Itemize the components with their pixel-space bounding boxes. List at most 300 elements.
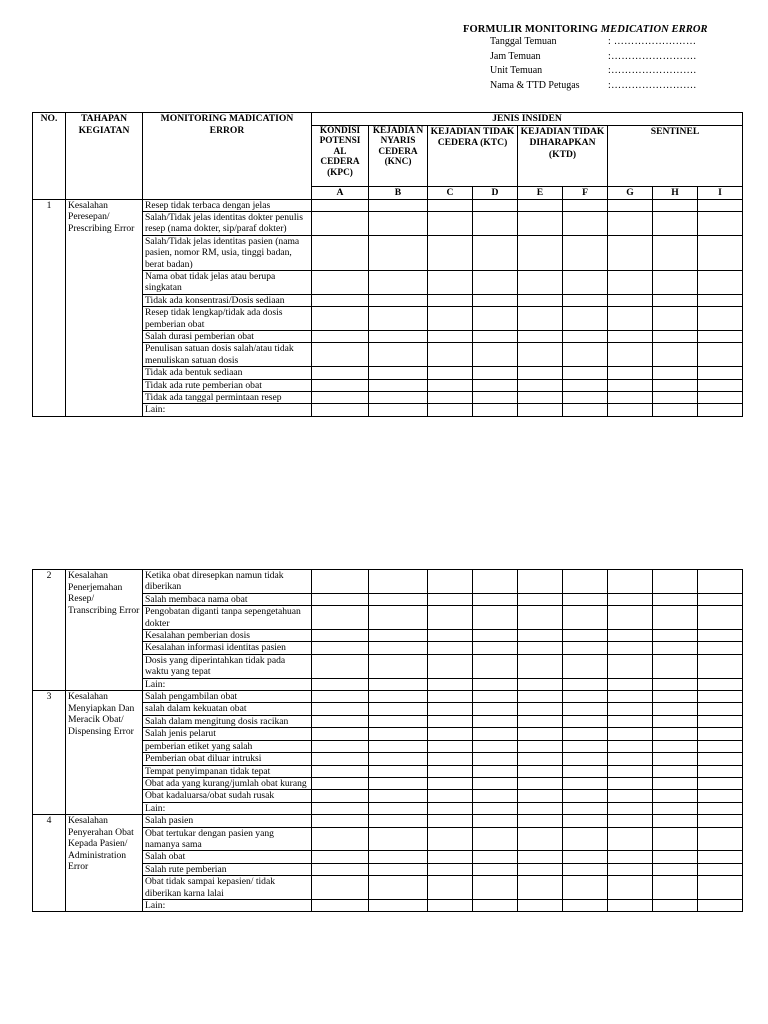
check-cell-b[interactable]: [369, 753, 428, 765]
check-cell-c[interactable]: [428, 851, 473, 863]
check-cell-a[interactable]: [312, 642, 369, 654]
check-cell-f[interactable]: [563, 235, 608, 270]
check-cell-a[interactable]: [312, 728, 369, 740]
check-cell-i[interactable]: [698, 753, 743, 765]
check-cell-e[interactable]: [518, 863, 563, 875]
check-cell-b[interactable]: [369, 802, 428, 814]
check-cell-c[interactable]: [428, 642, 473, 654]
check-cell-h[interactable]: [653, 570, 698, 594]
check-cell-f[interactable]: [563, 343, 608, 367]
check-cell-i[interactable]: [698, 777, 743, 789]
check-cell-a[interactable]: [312, 827, 369, 851]
check-cell-f[interactable]: [563, 802, 608, 814]
check-cell-c[interactable]: [428, 235, 473, 270]
check-cell-a[interactable]: [312, 294, 369, 306]
check-cell-i[interactable]: [698, 343, 743, 367]
check-cell-i[interactable]: [698, 765, 743, 777]
check-cell-b[interactable]: [369, 740, 428, 752]
check-cell-i[interactable]: [698, 815, 743, 827]
check-cell-h[interactable]: [653, 642, 698, 654]
check-cell-h[interactable]: [653, 876, 698, 900]
check-cell-g[interactable]: [608, 654, 653, 678]
check-cell-e[interactable]: [518, 790, 563, 802]
check-cell-b[interactable]: [369, 827, 428, 851]
check-cell-b[interactable]: [369, 294, 428, 306]
check-cell-a[interactable]: [312, 593, 369, 605]
check-cell-d[interactable]: [473, 235, 518, 270]
check-cell-b[interactable]: [369, 715, 428, 727]
check-cell-d[interactable]: [473, 642, 518, 654]
check-cell-g[interactable]: [608, 642, 653, 654]
check-cell-i[interactable]: [698, 330, 743, 342]
check-cell-g[interactable]: [608, 606, 653, 630]
check-cell-b[interactable]: [369, 851, 428, 863]
check-cell-d[interactable]: [473, 199, 518, 211]
check-cell-b[interactable]: [369, 392, 428, 404]
check-cell-a[interactable]: [312, 379, 369, 391]
check-cell-c[interactable]: [428, 691, 473, 703]
check-cell-f[interactable]: [563, 606, 608, 630]
check-cell-c[interactable]: [428, 876, 473, 900]
check-cell-g[interactable]: [608, 715, 653, 727]
check-cell-h[interactable]: [653, 777, 698, 789]
check-cell-a[interactable]: [312, 570, 369, 594]
check-cell-g[interactable]: [608, 593, 653, 605]
check-cell-d[interactable]: [473, 606, 518, 630]
check-cell-e[interactable]: [518, 307, 563, 331]
check-cell-f[interactable]: [563, 392, 608, 404]
check-cell-b[interactable]: [369, 570, 428, 594]
check-cell-f[interactable]: [563, 715, 608, 727]
check-cell-c[interactable]: [428, 294, 473, 306]
check-cell-c[interactable]: [428, 703, 473, 715]
check-cell-d[interactable]: [473, 815, 518, 827]
check-cell-c[interactable]: [428, 790, 473, 802]
check-cell-d[interactable]: [473, 827, 518, 851]
check-cell-f[interactable]: [563, 307, 608, 331]
check-cell-h[interactable]: [653, 863, 698, 875]
check-cell-e[interactable]: [518, 294, 563, 306]
check-cell-g[interactable]: [608, 753, 653, 765]
check-cell-d[interactable]: [473, 802, 518, 814]
check-cell-c[interactable]: [428, 199, 473, 211]
check-cell-i[interactable]: [698, 367, 743, 379]
check-cell-h[interactable]: [653, 790, 698, 802]
check-cell-a[interactable]: [312, 777, 369, 789]
header-field-tanggal[interactable]: [490, 35, 763, 50]
check-cell-d[interactable]: [473, 691, 518, 703]
check-cell-f[interactable]: [563, 630, 608, 642]
check-cell-e[interactable]: [518, 654, 563, 678]
check-cell-i[interactable]: [698, 593, 743, 605]
check-cell-i[interactable]: [698, 876, 743, 900]
check-cell-e[interactable]: [518, 367, 563, 379]
check-cell-d[interactable]: [473, 728, 518, 740]
check-cell-d[interactable]: [473, 678, 518, 690]
check-cell-a[interactable]: [312, 307, 369, 331]
check-cell-h[interactable]: [653, 367, 698, 379]
check-cell-h[interactable]: [653, 740, 698, 752]
check-cell-f[interactable]: [563, 728, 608, 740]
check-cell-h[interactable]: [653, 294, 698, 306]
check-cell-d[interactable]: [473, 703, 518, 715]
check-cell-a[interactable]: [312, 815, 369, 827]
check-cell-b[interactable]: [369, 630, 428, 642]
check-cell-c[interactable]: [428, 570, 473, 594]
check-cell-b[interactable]: [369, 343, 428, 367]
check-cell-e[interactable]: [518, 802, 563, 814]
check-cell-d[interactable]: [473, 740, 518, 752]
check-cell-f[interactable]: [563, 815, 608, 827]
check-cell-i[interactable]: [698, 211, 743, 235]
check-cell-g[interactable]: [608, 570, 653, 594]
check-cell-d[interactable]: [473, 899, 518, 911]
check-cell-h[interactable]: [653, 715, 698, 727]
check-cell-c[interactable]: [428, 765, 473, 777]
check-cell-f[interactable]: [563, 790, 608, 802]
check-cell-f[interactable]: [563, 753, 608, 765]
check-cell-c[interactable]: [428, 392, 473, 404]
check-cell-e[interactable]: [518, 765, 563, 777]
check-cell-c[interactable]: [428, 343, 473, 367]
check-cell-d[interactable]: [473, 790, 518, 802]
check-cell-c[interactable]: [428, 777, 473, 789]
check-cell-i[interactable]: [698, 392, 743, 404]
check-cell-b[interactable]: [369, 235, 428, 270]
check-cell-f[interactable]: [563, 863, 608, 875]
check-cell-c[interactable]: [428, 728, 473, 740]
check-cell-d[interactable]: [473, 570, 518, 594]
check-cell-e[interactable]: [518, 703, 563, 715]
check-cell-b[interactable]: [369, 199, 428, 211]
check-cell-e[interactable]: [518, 235, 563, 270]
check-cell-a[interactable]: [312, 606, 369, 630]
check-cell-g[interactable]: [608, 330, 653, 342]
check-cell-f[interactable]: [563, 876, 608, 900]
check-cell-e[interactable]: [518, 827, 563, 851]
check-cell-b[interactable]: [369, 367, 428, 379]
check-cell-f[interactable]: [563, 404, 608, 416]
check-cell-h[interactable]: [653, 606, 698, 630]
check-cell-b[interactable]: [369, 765, 428, 777]
check-cell-c[interactable]: [428, 654, 473, 678]
check-cell-c[interactable]: [428, 211, 473, 235]
check-cell-g[interactable]: [608, 367, 653, 379]
check-cell-h[interactable]: [653, 235, 698, 270]
check-cell-g[interactable]: [608, 199, 653, 211]
check-cell-d[interactable]: [473, 630, 518, 642]
check-cell-h[interactable]: [653, 307, 698, 331]
check-cell-i[interactable]: [698, 270, 743, 294]
check-cell-d[interactable]: [473, 593, 518, 605]
check-cell-i[interactable]: [698, 654, 743, 678]
check-cell-d[interactable]: [473, 753, 518, 765]
check-cell-c[interactable]: [428, 899, 473, 911]
check-cell-d[interactable]: [473, 654, 518, 678]
check-cell-h[interactable]: [653, 330, 698, 342]
check-cell-g[interactable]: [608, 899, 653, 911]
check-cell-a[interactable]: [312, 790, 369, 802]
check-cell-e[interactable]: [518, 630, 563, 642]
check-cell-e[interactable]: [518, 876, 563, 900]
check-cell-c[interactable]: [428, 815, 473, 827]
check-cell-b[interactable]: [369, 307, 428, 331]
check-cell-c[interactable]: [428, 379, 473, 391]
check-cell-e[interactable]: [518, 815, 563, 827]
check-cell-h[interactable]: [653, 270, 698, 294]
check-cell-b[interactable]: [369, 606, 428, 630]
check-cell-e[interactable]: [518, 404, 563, 416]
check-cell-i[interactable]: [698, 642, 743, 654]
check-cell-f[interactable]: [563, 765, 608, 777]
check-cell-a[interactable]: [312, 211, 369, 235]
check-cell-d[interactable]: [473, 715, 518, 727]
check-cell-c[interactable]: [428, 593, 473, 605]
check-cell-a[interactable]: [312, 876, 369, 900]
header-field-value[interactable]: :…………………….: [608, 79, 697, 91]
check-cell-a[interactable]: [312, 270, 369, 294]
check-cell-a[interactable]: [312, 703, 369, 715]
check-cell-e[interactable]: [518, 691, 563, 703]
check-cell-a[interactable]: [312, 802, 369, 814]
check-cell-i[interactable]: [698, 294, 743, 306]
check-cell-f[interactable]: [563, 691, 608, 703]
check-cell-f[interactable]: [563, 199, 608, 211]
check-cell-b[interactable]: [369, 703, 428, 715]
check-cell-a[interactable]: [312, 343, 369, 367]
check-cell-h[interactable]: [653, 404, 698, 416]
check-cell-a[interactable]: [312, 678, 369, 690]
check-cell-i[interactable]: [698, 899, 743, 911]
check-cell-c[interactable]: [428, 715, 473, 727]
check-cell-g[interactable]: [608, 703, 653, 715]
check-cell-e[interactable]: [518, 728, 563, 740]
check-cell-h[interactable]: [653, 802, 698, 814]
check-cell-i[interactable]: [698, 728, 743, 740]
check-cell-g[interactable]: [608, 630, 653, 642]
check-cell-g[interactable]: [608, 790, 653, 802]
check-cell-g[interactable]: [608, 802, 653, 814]
check-cell-f[interactable]: [563, 367, 608, 379]
check-cell-b[interactable]: [369, 379, 428, 391]
check-cell-h[interactable]: [653, 703, 698, 715]
check-cell-b[interactable]: [369, 899, 428, 911]
check-cell-c[interactable]: [428, 404, 473, 416]
check-cell-f[interactable]: [563, 294, 608, 306]
check-cell-d[interactable]: [473, 876, 518, 900]
check-cell-i[interactable]: [698, 404, 743, 416]
check-cell-g[interactable]: [608, 211, 653, 235]
check-cell-e[interactable]: [518, 330, 563, 342]
check-cell-a[interactable]: [312, 330, 369, 342]
check-cell-d[interactable]: [473, 392, 518, 404]
check-cell-f[interactable]: [563, 211, 608, 235]
check-cell-b[interactable]: [369, 642, 428, 654]
check-cell-h[interactable]: [653, 753, 698, 765]
check-cell-h[interactable]: [653, 211, 698, 235]
check-cell-a[interactable]: [312, 367, 369, 379]
check-cell-g[interactable]: [608, 343, 653, 367]
check-cell-a[interactable]: [312, 851, 369, 863]
check-cell-e[interactable]: [518, 851, 563, 863]
check-cell-c[interactable]: [428, 802, 473, 814]
check-cell-e[interactable]: [518, 678, 563, 690]
check-cell-f[interactable]: [563, 777, 608, 789]
check-cell-h[interactable]: [653, 379, 698, 391]
check-cell-d[interactable]: [473, 851, 518, 863]
check-cell-e[interactable]: [518, 753, 563, 765]
check-cell-h[interactable]: [653, 851, 698, 863]
check-cell-g[interactable]: [608, 863, 653, 875]
check-cell-c[interactable]: [428, 270, 473, 294]
check-cell-i[interactable]: [698, 851, 743, 863]
check-cell-d[interactable]: [473, 863, 518, 875]
check-cell-c[interactable]: [428, 367, 473, 379]
check-cell-b[interactable]: [369, 863, 428, 875]
check-cell-b[interactable]: [369, 270, 428, 294]
check-cell-h[interactable]: [653, 654, 698, 678]
check-cell-i[interactable]: [698, 307, 743, 331]
check-cell-d[interactable]: [473, 379, 518, 391]
check-cell-b[interactable]: [369, 876, 428, 900]
check-cell-g[interactable]: [608, 294, 653, 306]
check-cell-i[interactable]: [698, 863, 743, 875]
check-cell-c[interactable]: [428, 740, 473, 752]
header-field-petugas[interactable]: [490, 79, 763, 94]
check-cell-f[interactable]: [563, 330, 608, 342]
check-cell-d[interactable]: [473, 404, 518, 416]
check-cell-g[interactable]: [608, 728, 653, 740]
check-cell-h[interactable]: [653, 691, 698, 703]
check-cell-g[interactable]: [608, 691, 653, 703]
check-cell-h[interactable]: [653, 728, 698, 740]
check-cell-i[interactable]: [698, 691, 743, 703]
check-cell-h[interactable]: [653, 899, 698, 911]
check-cell-i[interactable]: [698, 703, 743, 715]
check-cell-e[interactable]: [518, 899, 563, 911]
check-cell-d[interactable]: [473, 343, 518, 367]
check-cell-g[interactable]: [608, 876, 653, 900]
check-cell-g[interactable]: [608, 815, 653, 827]
check-cell-d[interactable]: [473, 270, 518, 294]
header-field-value[interactable]: :…………………….: [608, 65, 697, 76]
header-field-value[interactable]: :…………………….: [608, 50, 697, 62]
check-cell-b[interactable]: [369, 211, 428, 235]
check-cell-f[interactable]: [563, 899, 608, 911]
check-cell-a[interactable]: [312, 654, 369, 678]
check-cell-b[interactable]: [369, 678, 428, 690]
check-cell-e[interactable]: [518, 199, 563, 211]
check-cell-a[interactable]: [312, 740, 369, 752]
check-cell-g[interactable]: [608, 404, 653, 416]
check-cell-h[interactable]: [653, 630, 698, 642]
check-cell-c[interactable]: [428, 753, 473, 765]
check-cell-a[interactable]: [312, 899, 369, 911]
check-cell-i[interactable]: [698, 199, 743, 211]
check-cell-a[interactable]: [312, 235, 369, 270]
check-cell-e[interactable]: [518, 777, 563, 789]
check-cell-a[interactable]: [312, 392, 369, 404]
check-cell-h[interactable]: [653, 678, 698, 690]
check-cell-g[interactable]: [608, 235, 653, 270]
check-cell-g[interactable]: [608, 740, 653, 752]
check-cell-g[interactable]: [608, 765, 653, 777]
check-cell-e[interactable]: [518, 740, 563, 752]
check-cell-e[interactable]: [518, 715, 563, 727]
check-cell-d[interactable]: [473, 777, 518, 789]
check-cell-d[interactable]: [473, 367, 518, 379]
check-cell-f[interactable]: [563, 379, 608, 391]
check-cell-i[interactable]: [698, 235, 743, 270]
check-cell-b[interactable]: [369, 815, 428, 827]
check-cell-b[interactable]: [369, 404, 428, 416]
check-cell-g[interactable]: [608, 392, 653, 404]
check-cell-a[interactable]: [312, 691, 369, 703]
check-cell-c[interactable]: [428, 330, 473, 342]
check-cell-d[interactable]: [473, 330, 518, 342]
check-cell-c[interactable]: [428, 606, 473, 630]
check-cell-b[interactable]: [369, 654, 428, 678]
check-cell-f[interactable]: [563, 703, 608, 715]
check-cell-g[interactable]: [608, 270, 653, 294]
check-cell-c[interactable]: [428, 307, 473, 331]
check-cell-c[interactable]: [428, 863, 473, 875]
check-cell-e[interactable]: [518, 606, 563, 630]
check-cell-f[interactable]: [563, 642, 608, 654]
check-cell-e[interactable]: [518, 343, 563, 367]
check-cell-a[interactable]: [312, 753, 369, 765]
check-cell-h[interactable]: [653, 765, 698, 777]
check-cell-a[interactable]: [312, 630, 369, 642]
check-cell-e[interactable]: [518, 593, 563, 605]
check-cell-d[interactable]: [473, 765, 518, 777]
check-cell-a[interactable]: [312, 715, 369, 727]
check-cell-h[interactable]: [653, 199, 698, 211]
check-cell-b[interactable]: [369, 728, 428, 740]
check-cell-i[interactable]: [698, 570, 743, 594]
check-cell-g[interactable]: [608, 678, 653, 690]
check-cell-i[interactable]: [698, 678, 743, 690]
check-cell-h[interactable]: [653, 343, 698, 367]
check-cell-d[interactable]: [473, 307, 518, 331]
check-cell-f[interactable]: [563, 851, 608, 863]
check-cell-a[interactable]: [312, 765, 369, 777]
check-cell-i[interactable]: [698, 379, 743, 391]
check-cell-a[interactable]: [312, 863, 369, 875]
check-cell-b[interactable]: [369, 593, 428, 605]
check-cell-i[interactable]: [698, 802, 743, 814]
check-cell-e[interactable]: [518, 211, 563, 235]
check-cell-h[interactable]: [653, 815, 698, 827]
check-cell-b[interactable]: [369, 777, 428, 789]
check-cell-g[interactable]: [608, 307, 653, 331]
check-cell-c[interactable]: [428, 630, 473, 642]
check-cell-f[interactable]: [563, 570, 608, 594]
check-cell-i[interactable]: [698, 790, 743, 802]
header-field-jam[interactable]: [490, 50, 763, 65]
check-cell-b[interactable]: [369, 790, 428, 802]
check-cell-b[interactable]: [369, 330, 428, 342]
check-cell-e[interactable]: [518, 570, 563, 594]
check-cell-d[interactable]: [473, 294, 518, 306]
check-cell-e[interactable]: [518, 270, 563, 294]
check-cell-h[interactable]: [653, 593, 698, 605]
check-cell-f[interactable]: [563, 740, 608, 752]
check-cell-d[interactable]: [473, 211, 518, 235]
check-cell-i[interactable]: [698, 606, 743, 630]
check-cell-g[interactable]: [608, 777, 653, 789]
check-cell-b[interactable]: [369, 691, 428, 703]
